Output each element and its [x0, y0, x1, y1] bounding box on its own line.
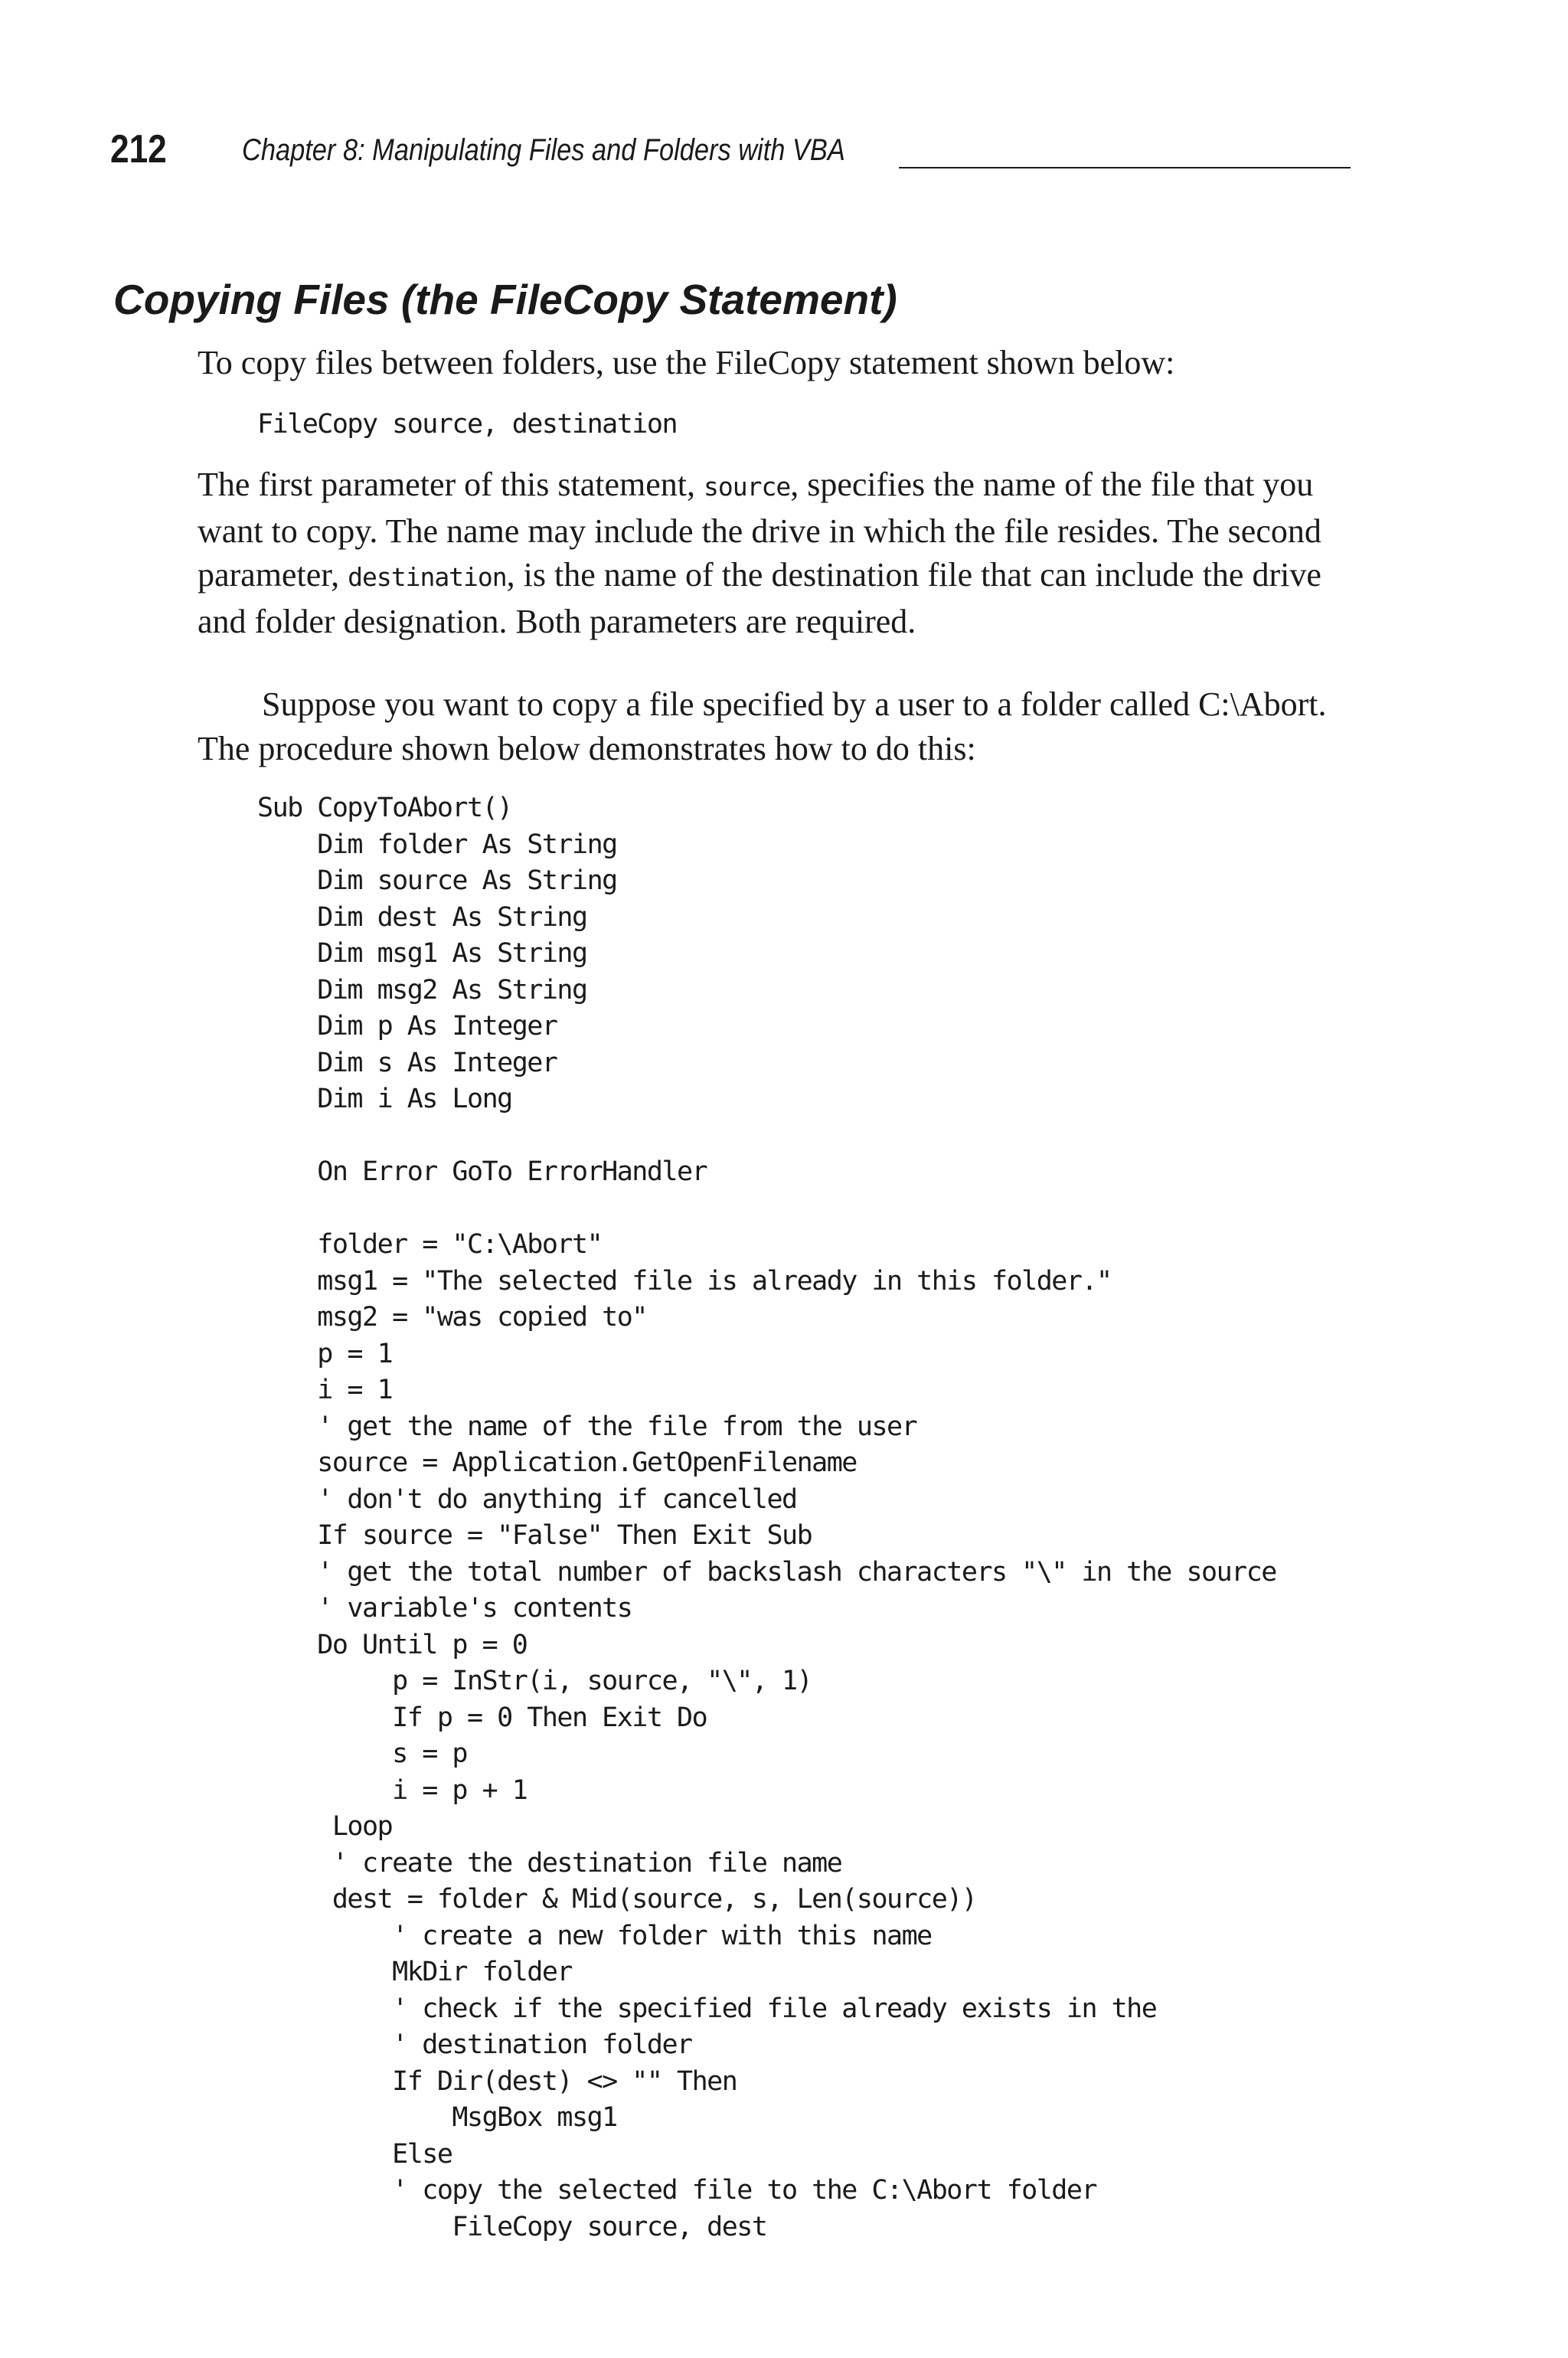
- explanation-paragraph: [198, 463, 1361, 643]
- example-intro-paragraph: Suppose you want to copy a file specified by a user to a folder called C:\Abort. The procedure shown below demonstrates how to do this:: [198, 685, 1327, 767]
- explanation-text-1: The first parameter of this statement,: [198, 466, 704, 503]
- inline-code-source: source: [704, 472, 791, 502]
- code-listing: Sub CopyToAbort() Dim folder As String Dim source As String Dim dest As String Dim msg1 As String Dim msg2 As String Dim p As Integer Dim s As Integer Dim i As Long On Error GoTo ErrorHandler folder = "C:\Abort" msg1 = "The selected file is already in this folder." msg2 = "was copied to" p = 1 i = 1 ' get the name of the file from the user source = Application.GetOpenFilename ' don't do anything if cancelled If source = "False" Then Exit Sub ' get the total number of backslash characters "\" in the source ' variable's contents Do Until p = 0 p = InStr(i, source, "\", 1) If p = 0 Then Exit Do s = p i = p + 1 Loop ' create the destination file name dest = folder & Mid(source, s, Len(source)) ' create a new folder with this name MkDir folder ' check if the specified file already exists in the ' destination folder If Dir(dest) <> "" Then MsgBox msg1 Else ' copy the selected file to the C:\Abort folder FileCopy source, dest: [257, 793, 1276, 2242]
- intro-paragraph: To copy files between folders, use the FileCopy statement shown below:: [198, 344, 1175, 381]
- page-number: 212: [110, 127, 167, 172]
- running-head: Chapter 8: Manipulating Files and Folders with VBA: [242, 133, 845, 167]
- page-header: [110, 123, 1351, 176]
- explanation-text-2: , specifies the name of the file that you want to copy. The name may include the drive in which the file resides. The second parameter,: [198, 466, 1321, 594]
- section-title: Copying Files (the FileCopy Statement): [113, 276, 897, 323]
- header-rule: [899, 167, 1351, 168]
- inline-code-destination: destination: [348, 562, 507, 592]
- syntax-code: FileCopy source, destination: [257, 409, 678, 440]
- explanation-text-3: , is the name of the destination file that can include the drive and folder designation. Both parameters are required.: [198, 556, 1321, 640]
